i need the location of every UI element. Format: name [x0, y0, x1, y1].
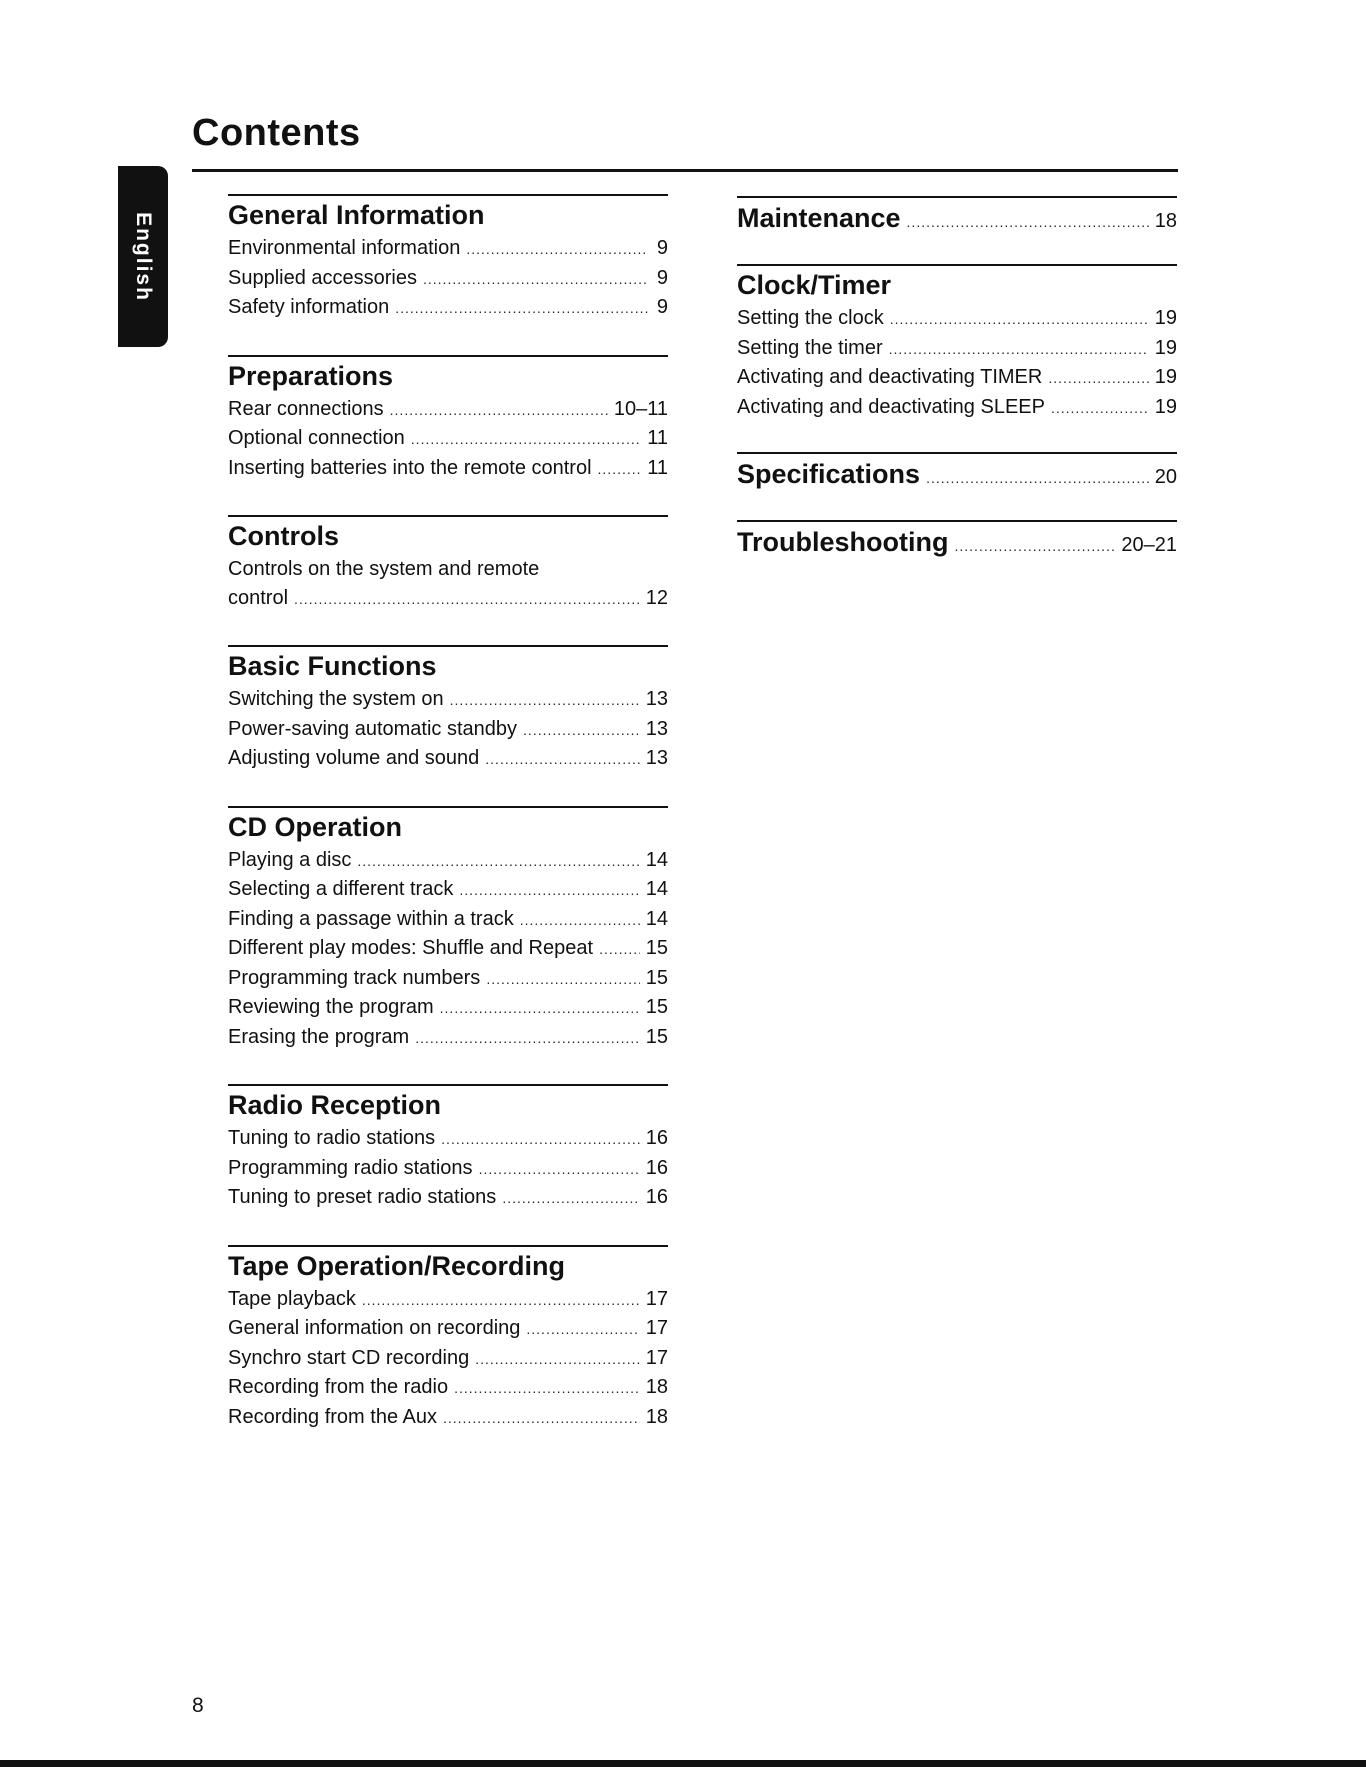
- toc-entry-page: 10–11: [613, 397, 668, 420]
- toc-entry-label: Different play modes: Shuffle and Repeat: [228, 937, 594, 959]
- toc-entry-page: 18: [1154, 210, 1177, 232]
- toc-entry[interactable]: [228, 1023, 668, 1053]
- toc-section-troubleshooting: [737, 520, 1177, 564]
- leader-dots: [390, 396, 608, 425]
- toc-section-controls: [228, 515, 668, 613]
- leader-dots: [459, 876, 639, 905]
- language-tab: [118, 166, 168, 347]
- toc-entry[interactable]: [228, 934, 668, 964]
- toc-left-column: [228, 194, 668, 1464]
- leader-dots: [1048, 364, 1148, 393]
- toc-entry-label: Selecting a different track: [228, 878, 454, 900]
- toc-entry-label: Rear connections: [228, 397, 384, 420]
- toc-entry-label: Inserting batteries into the remote control: [228, 456, 592, 479]
- toc-entry[interactable]: [228, 1373, 668, 1403]
- toc-entry-page: 20–21: [1121, 534, 1177, 556]
- toc-entry-label: Reviewing the program: [228, 996, 434, 1018]
- toc-entry[interactable]: [228, 993, 668, 1023]
- section-divider: [228, 515, 668, 517]
- leader-dots: [889, 335, 1149, 364]
- leader-dots: [415, 1024, 640, 1053]
- section-divider: [737, 264, 1177, 266]
- toc-entry[interactable]: [228, 264, 668, 294]
- leader-dots: [598, 455, 642, 484]
- section-divider: [737, 520, 1177, 522]
- toc-entry-label: Playing a disc: [228, 848, 352, 871]
- leader-dots: [485, 745, 639, 774]
- toc-section-tape-operation: [228, 1245, 668, 1433]
- toc-entry-page: 9: [656, 266, 668, 289]
- toc-entry-page: 15: [645, 966, 668, 989]
- leader-dots: [454, 1374, 640, 1403]
- toc-section-specifications: [737, 452, 1177, 496]
- page-title: Contents: [192, 112, 361, 154]
- toc-section-basic-functions: [228, 645, 668, 774]
- title-divider: [192, 169, 1178, 172]
- section-title: Controls: [228, 521, 339, 551]
- leader-dots: [523, 716, 640, 745]
- toc-entry[interactable]: [737, 456, 1177, 496]
- leader-dots: [526, 1315, 639, 1344]
- leader-dots: [411, 425, 641, 454]
- leader-dots: [423, 265, 648, 294]
- section-divider: [228, 194, 668, 196]
- toc-entry-page: 19: [1154, 336, 1177, 359]
- toc-entry[interactable]: [228, 846, 668, 876]
- section-title: Specifications: [737, 459, 921, 489]
- toc-entry[interactable]: [228, 1124, 668, 1154]
- toc-entry-page: 19: [1154, 307, 1177, 329]
- toc-entry-label: Supplied accessories: [228, 266, 417, 289]
- toc-entry-label: Adjusting volume and sound: [228, 747, 480, 769]
- leader-dots: [599, 935, 640, 964]
- toc-entry-label-line1: Controls on the system and remote: [228, 558, 540, 580]
- leader-dots: [479, 1155, 640, 1184]
- toc-entry-page: 15: [645, 1025, 668, 1048]
- section-divider: [737, 196, 1177, 198]
- toc-entry-page: 13: [645, 688, 668, 710]
- toc-entry-label: Switching the system on: [228, 688, 444, 710]
- toc-entry-label: control: [228, 586, 289, 609]
- toc-entry-page: 18: [645, 1376, 668, 1398]
- toc-entry-page: 19: [1154, 366, 1177, 388]
- toc-entry-page: 14: [645, 848, 668, 871]
- toc-entry[interactable]: [228, 1183, 668, 1213]
- toc-section-preparations: [228, 355, 668, 484]
- toc-entry-page: 19: [1154, 395, 1177, 418]
- section-title: Clock/Timer: [737, 270, 892, 300]
- toc-entry[interactable]: [228, 685, 668, 715]
- toc-section-cd-operation: [228, 806, 668, 1053]
- toc-entry-page: 18: [645, 1405, 668, 1428]
- leader-dots: [926, 460, 1149, 496]
- toc-entry[interactable]: [228, 1314, 668, 1344]
- toc-entry-label: Erasing the program: [228, 1025, 410, 1048]
- leader-dots: [441, 1125, 640, 1154]
- section-title: Preparations: [228, 360, 394, 391]
- toc-entry-page: 16: [645, 1127, 668, 1149]
- toc-entry-page: 16: [645, 1186, 668, 1208]
- toc-entry[interactable]: [228, 715, 668, 745]
- language-tab-label: English: [132, 211, 155, 302]
- toc-entry-label: Tape playback: [228, 1287, 356, 1310]
- toc-entry-page: 15: [645, 937, 668, 959]
- toc-entry-label: Recording from the Aux: [228, 1405, 437, 1428]
- toc-entry-label: Activating and deactivating TIMER: [737, 366, 1043, 388]
- toc-entry-label: Setting the clock: [737, 307, 884, 329]
- toc-entry-label: Power-saving automatic standby: [228, 717, 518, 740]
- bottom-edge-bar: [0, 1760, 1366, 1767]
- toc-section-clock-timer: [737, 264, 1177, 422]
- toc-entry-page: 14: [645, 907, 668, 930]
- toc-entry[interactable]: [228, 454, 668, 484]
- section-title: Basic Functions: [228, 651, 437, 681]
- toc-entry[interactable]: [228, 424, 668, 454]
- toc-entry-page: 20: [1154, 466, 1177, 488]
- toc-entry[interactable]: [737, 393, 1177, 423]
- toc-entry[interactable]: [228, 1285, 668, 1315]
- leader-dots: [440, 994, 640, 1023]
- toc-entry-page: 11: [647, 456, 668, 479]
- section-divider: [737, 452, 1177, 454]
- leader-dots: [475, 1345, 640, 1374]
- toc-entry[interactable]: [228, 744, 668, 774]
- toc-entry[interactable]: [228, 1154, 668, 1184]
- toc-entry[interactable]: [737, 200, 1177, 240]
- toc-section-maintenance: [737, 196, 1177, 240]
- section-title: CD Operation: [228, 811, 403, 842]
- toc-entry-page: 11: [647, 427, 668, 449]
- leader-dots: [502, 1184, 639, 1213]
- leader-dots: [890, 305, 1149, 334]
- toc-entry-label: Setting the timer: [737, 336, 883, 359]
- section-title: Troubleshooting: [737, 527, 949, 557]
- toc-entry-page: 9: [656, 237, 668, 259]
- toc-entry-page: 9: [656, 296, 668, 318]
- leader-dots: [357, 847, 639, 876]
- leader-dots: [395, 294, 648, 323]
- toc-entry-page: 12: [645, 586, 668, 609]
- toc-entry-label: Tuning to radio stations: [228, 1127, 436, 1149]
- section-divider: [228, 1245, 668, 1247]
- toc-entry[interactable]: [737, 334, 1177, 364]
- section-title: Maintenance: [737, 203, 901, 233]
- leader-dots: [443, 1404, 640, 1433]
- toc-entry-label: Optional connection: [228, 427, 405, 449]
- toc-entry-label: Environmental information: [228, 237, 461, 259]
- toc-entry[interactable]: [228, 584, 668, 614]
- toc-entry-label: Programming radio stations: [228, 1156, 473, 1179]
- toc-entry-page: 14: [645, 878, 668, 900]
- toc-entry-label: Activating and deactivating SLEEP: [737, 395, 1045, 418]
- toc-entry-page: 17: [645, 1317, 668, 1339]
- section-divider: [228, 355, 668, 357]
- toc-entry-label: General information on recording: [228, 1317, 521, 1339]
- section-divider: [228, 806, 668, 808]
- toc-entry[interactable]: [228, 964, 668, 994]
- toc-entry-label: Programming track numbers: [228, 966, 481, 989]
- toc-section-general-information: [228, 194, 668, 323]
- toc-entry[interactable]: [228, 234, 668, 264]
- leader-dots: [520, 906, 640, 935]
- section-divider: [228, 645, 668, 647]
- leader-dots: [362, 1286, 640, 1315]
- leader-dots: [466, 235, 648, 264]
- toc-section-radio-reception: [228, 1084, 668, 1213]
- leader-dots: [450, 686, 640, 715]
- toc-entry[interactable]: [737, 363, 1177, 393]
- toc-entry-label: Recording from the radio: [228, 1376, 449, 1398]
- section-title: General Information: [228, 200, 485, 230]
- toc-entry[interactable]: [737, 304, 1177, 334]
- toc-entry[interactable]: [737, 524, 1177, 564]
- section-title: Tape Operation/Recording: [228, 1250, 566, 1281]
- section-divider: [228, 1084, 668, 1086]
- leader-dots: [486, 965, 639, 994]
- leader-dots: [1051, 394, 1149, 423]
- section-title: Radio Reception: [228, 1090, 442, 1120]
- toc-entry-page: 13: [645, 747, 668, 769]
- toc-entry[interactable]: [228, 1344, 668, 1374]
- toc-entry-label: Finding a passage within a track: [228, 907, 514, 930]
- toc-entry-label: Safety information: [228, 296, 390, 318]
- toc-entry-page: 17: [645, 1346, 668, 1369]
- toc-right-column: [737, 196, 1177, 594]
- toc-entry-label: Synchro start CD recording: [228, 1346, 470, 1369]
- toc-entry-line[interactable]: [228, 555, 668, 584]
- toc-entry[interactable]: [228, 1403, 668, 1433]
- toc-entry-page: 17: [645, 1287, 668, 1310]
- toc-entry[interactable]: [228, 293, 668, 323]
- leader-dots: [294, 585, 640, 614]
- toc-entry[interactable]: [228, 395, 668, 425]
- leader-dots: [954, 528, 1115, 564]
- toc-entry[interactable]: [228, 905, 668, 935]
- page-number: 8: [192, 1694, 204, 1717]
- toc-entry[interactable]: [228, 875, 668, 905]
- toc-entry-label: Tuning to preset radio stations: [228, 1186, 497, 1208]
- leader-dots: [907, 204, 1149, 240]
- toc-entry-page: 16: [645, 1156, 668, 1179]
- toc-entry-page: 15: [645, 996, 668, 1018]
- toc-entry-page: 13: [645, 717, 668, 740]
